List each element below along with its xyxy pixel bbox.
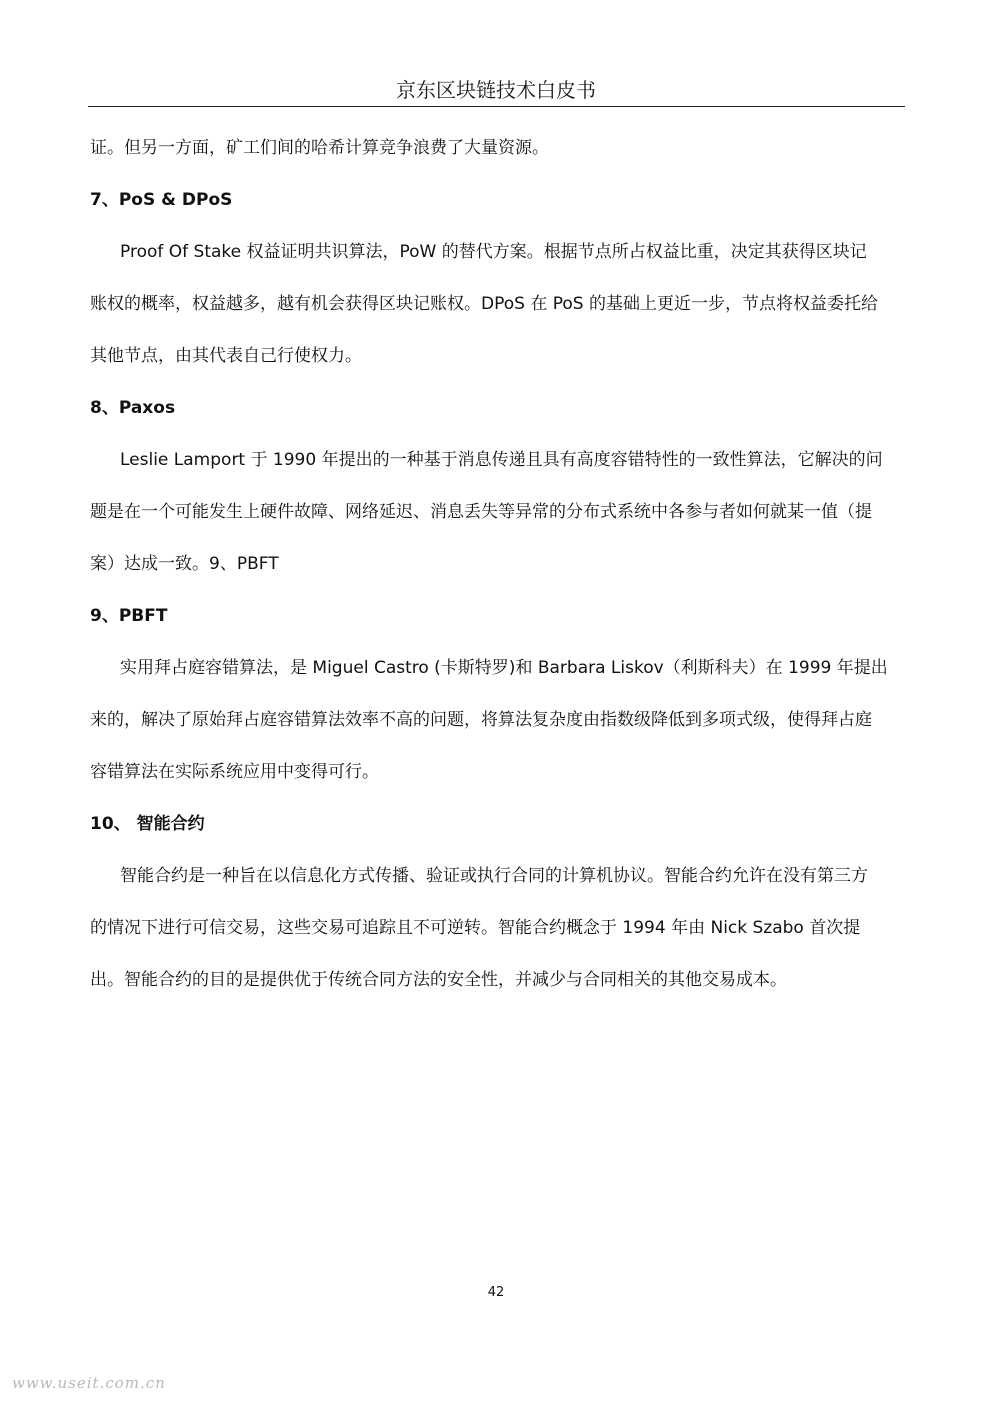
section-heading-pos-dpos: 7、PoS & DPoS bbox=[90, 190, 233, 210]
body-line: 案）达成一致。9、PBFT bbox=[90, 554, 279, 574]
watermark: www.useit.com.cn bbox=[12, 1374, 166, 1392]
body-line: 容错算法在实际系统应用中变得可行。 bbox=[90, 762, 379, 782]
page-header-title: 京东区块链技术白皮书 bbox=[396, 78, 596, 102]
body-line: Proof Of Stake 权益证明共识算法，PoW 的替代方案。根据节点所占权益比重，决定其获得区块记 bbox=[120, 242, 867, 262]
body-line: Leslie Lamport 于 1990 年提出的一种基于消息传递且具有高度容错特性的一致性算法，它解决的问 bbox=[120, 450, 883, 470]
body-line: 智能合约是一种旨在以信息化方式传播、验证或执行合同的计算机协议。智能合约允许在没有第三方 bbox=[120, 866, 868, 886]
body-line: 其他节点，由其代表自己行使权力。 bbox=[90, 346, 362, 366]
section-heading-pbft: 9、PBFT bbox=[90, 606, 168, 626]
header-divider bbox=[88, 106, 905, 107]
body-line: 来的，解决了原始拜占庭容错算法效率不高的问题，将算法复杂度由指数级降低到多项式级，使得拜占庭 bbox=[90, 710, 872, 730]
body-line: 的情况下进行可信交易，这些交易可追踪且不可逆转。智能合约概念于 1994 年由 Nick Szabo 首次提 bbox=[90, 918, 861, 938]
body-line: 账权的概率，权益越多，越有机会获得区块记账权。DPoS 在 PoS 的基础上更近一步，节点将权益委托给 bbox=[90, 294, 878, 314]
section-heading-smart-contract: 10、 智能合约 bbox=[90, 814, 205, 834]
body-line: 出。智能合约的目的是提供优于传统合同方法的安全性，并减少与合同相关的其他交易成本。 bbox=[90, 970, 787, 990]
page-number: 42 bbox=[487, 1285, 505, 1300]
section-heading-paxos: 8、Paxos bbox=[90, 398, 176, 418]
body-line: 证。但另一方面，矿工们间的哈希计算竞争浪费了大量资源。 bbox=[90, 138, 549, 158]
document-body bbox=[90, 124, 905, 1008]
body-line: 题是在一个可能发生上硬件故障、网络延迟、消息丢失等异常的分布式系统中各参与者如何就某一值（提 bbox=[90, 502, 872, 522]
body-line: 实用拜占庭容错算法，是 Miguel Castro (卡斯特罗)和 Barbara Liskov（利斯科夫）在 1999 年提出 bbox=[120, 658, 888, 678]
